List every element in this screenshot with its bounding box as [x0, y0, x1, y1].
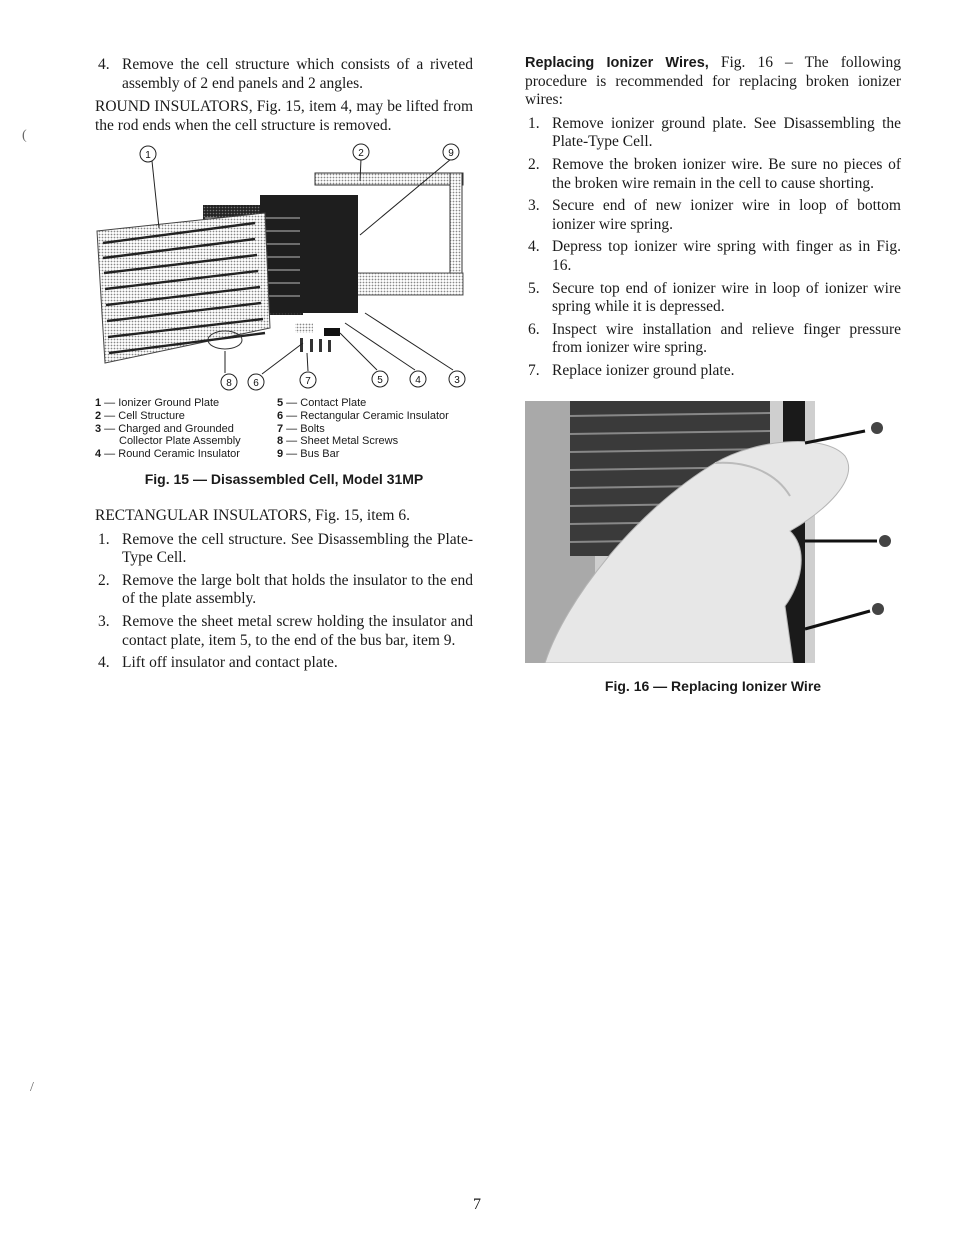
- disassembled-cell-drawing: [95, 143, 473, 393]
- list-item: 6. Inspect wire installation and relieve finger pressure from ionizer wire spring.: [528, 320, 901, 357]
- legend-item: 7 — Bolts: [277, 422, 325, 435]
- list-item: 2. Remove the broken ionizer wire. Be sure no pieces of the broken wire remain in the cell to cause shorting.: [528, 155, 901, 192]
- fig16-photo: [525, 401, 901, 663]
- list-item: 4. Remove the cell structure which consists of a riveted assembly of 2 end panels and 2 angles.: [98, 56, 473, 92]
- section-heading: Replacing Ionizer Wires,: [525, 55, 709, 71]
- callout-5: [372, 371, 388, 387]
- svg-text:4: 4: [415, 375, 421, 387]
- scan-mark: /: [30, 1080, 34, 1095]
- svg-text:5: 5: [377, 375, 383, 387]
- list-item: 3. Secure end of new ionizer wire in loop of bottom ionizer wire spring.: [528, 197, 901, 233]
- callout-6: [248, 374, 264, 390]
- ionizer-wires-intro: Replacing Ionizer Wires, Fig. 16 – The following procedure is recommended for replacing broken ionizer wires:: [525, 54, 901, 109]
- list-item: 1. Remove ionizer ground plate. See Disassembling the Plate-Type Cell.: [528, 114, 901, 151]
- legend-item: 9 — Bus Bar: [277, 447, 340, 460]
- fig15-legend: [95, 397, 473, 460]
- list-item: 4. Lift off insulator and contact plate.: [98, 654, 338, 672]
- svg-text:3: 3: [454, 375, 460, 387]
- cell-removal-step: [95, 56, 473, 93]
- legend-item: Collector Plate Assembly: [119, 435, 241, 448]
- round-insulators-paragraph: ROUND INSULATORS, Fig. 15, item 4, may be lifted from the rod ends when the cell structure is removed.: [95, 98, 473, 134]
- list-item: 2. Remove the large bolt that holds the insulator to the end of the plate assembly.: [98, 571, 473, 608]
- list-item: 3. Remove the sheet metal screw holding the insulator and contact plate, item 5, to the end of the bus bar, item 9.: [98, 612, 473, 649]
- scan-mark: (: [22, 128, 27, 143]
- fig16-caption: Fig. 16 — Replacing Ionizer Wire: [604, 677, 822, 694]
- list-item: 7. Replace ionizer ground plate.: [528, 361, 735, 379]
- rectangular-insulators-paragraph: RECTANGULAR INSULATORS, Fig. 15, item 6.: [95, 506, 410, 524]
- legend-item: 6 — Rectangular Ceramic Insulator: [277, 409, 449, 422]
- list-item: 4. Depress top ionizer wire spring with finger as in Fig. 16.: [528, 238, 901, 274]
- svg-text:2: 2: [358, 148, 364, 160]
- left-column: [95, 56, 473, 678]
- legend-item: 2 — Cell Structure: [95, 409, 185, 422]
- fig15-caption: Fig. 15 — Disassembled Cell, Model 31MP: [144, 471, 424, 488]
- page-number: 7: [473, 1196, 481, 1213]
- legend-item: 3 — Charged and Grounded: [95, 422, 234, 435]
- callout-4: [410, 371, 426, 387]
- callout-8: [221, 374, 237, 390]
- list-item: 5. Secure top end of ionizer wire in loop of ionizer wire spring while it is depressed.: [528, 279, 901, 316]
- svg-text:8: 8: [226, 378, 232, 390]
- list-item: 1. Remove the cell structure. See Disassembling the Plate-Type Cell.: [98, 530, 473, 567]
- svg-text:6: 6: [253, 378, 259, 390]
- rectangular-insulator-steps: [95, 531, 473, 673]
- svg-text:7: 7: [305, 376, 311, 388]
- callout-7: [300, 372, 316, 388]
- right-column: [525, 54, 901, 713]
- fig15-illustration: [95, 143, 473, 393]
- callout-2: [353, 144, 369, 160]
- legend-item: 1 — Ionizer Ground Plate: [95, 397, 220, 410]
- legend-item: 5 — Contact Plate: [277, 397, 367, 410]
- legend-item: 4 — Round Ceramic Insulator: [95, 447, 240, 460]
- callout-3: [449, 371, 465, 387]
- svg-text:9: 9: [448, 148, 454, 160]
- svg-text:1: 1: [145, 150, 151, 162]
- legend-item: 8 — Sheet Metal Screws: [277, 435, 399, 448]
- replacing-ionizer-wire-photo: [525, 401, 901, 663]
- ionizer-wire-steps: [525, 115, 901, 381]
- callout-9: [443, 144, 459, 160]
- callout-1: [140, 146, 156, 162]
